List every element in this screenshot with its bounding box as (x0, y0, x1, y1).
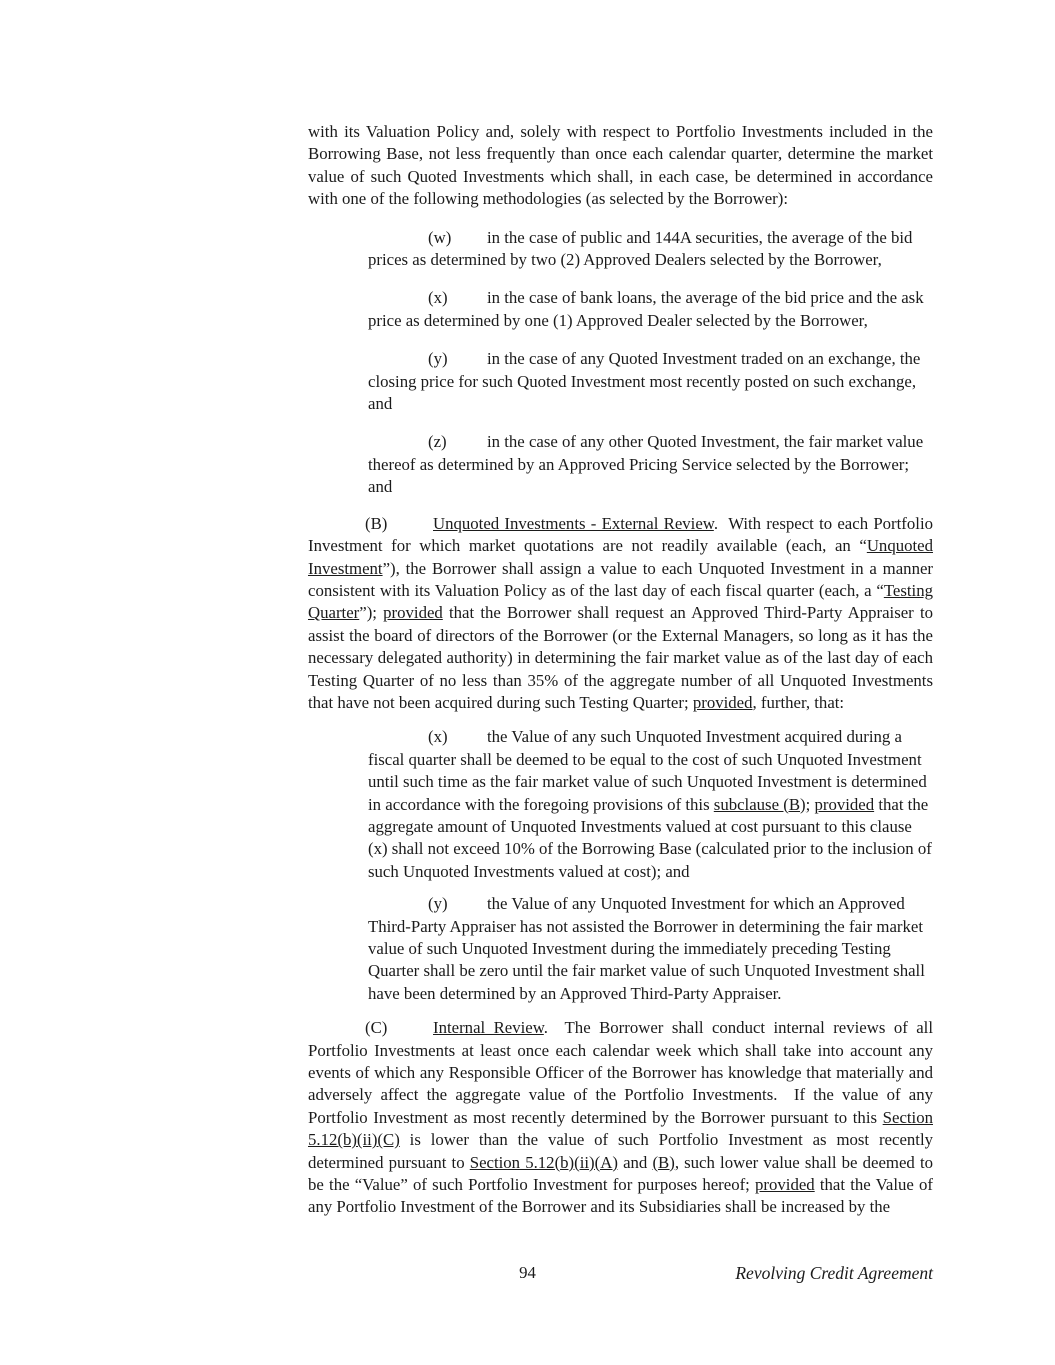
clause-z-text: in the case of any other Quoted Investment, the fair market value thereof as determined by an Approved Pricing Service selected by the Borrower; and (368, 432, 924, 497)
paragraph-c-text: Internal Review. The Borrower shall conduct internal reviews of all Portfolio Investments at least once each calendar week which shall take into account any events of which any Responsible Officer of the Borrower has knowledge that materially and adversely affect the aggregate value of the Portfolio Investments. If the value of any Portfolio Investment as most recently determined by the Borrower pursuant to this Section 5.12(b)(ii)(C) is lower than the value of such Portfolio Investment as most recently determined pursuant to Section 5.12(b)(ii)(A) and (B), such lower value shall be deemed to be the “Value” of such Portfolio Investment for purposes hereof; provided that the Value of any Portfolio Investment of the Borrower and its Subsidiaries shall be increased by the (308, 1018, 934, 1217)
document-body (308, 121, 933, 1219)
paragraph-c-internal-review (308, 1017, 933, 1219)
paragraph-b-unquoted-investments (308, 513, 933, 715)
paragraph-intro (308, 121, 933, 211)
clause-y (368, 348, 933, 415)
clause-z (368, 431, 933, 498)
paragraph-intro-text: with its Valuation Policy and, solely with respect to Portfolio Investments included in the Borrowing Base, not less frequently than once each calendar quarter, determine the market value of such Quoted Investments which shall, in each case, be determined in accordance with one of the following methodologies (as selected by the Borrower): (308, 122, 933, 209)
clause-w-text: in the case of public and 144A securities, the average of the bid prices as determined by two (2) Approved Dealers selected by the Borrower, (368, 227, 913, 270)
subclause-b-x-label: (x) (428, 727, 448, 747)
footer-document-title: Revolving Credit Agreement (735, 1263, 933, 1283)
paragraph-c-label: (C) (365, 1018, 388, 1038)
page-footer (0, 1262, 1055, 1288)
page-number: 94 (519, 1263, 536, 1282)
clause-w-label: (w) (428, 227, 452, 247)
clause-x (368, 287, 933, 332)
paragraph-b-text: Unquoted Investments - External Review. With respect to each Portfolio Investment for which market quotations are not readily available (each, an “Unquoted Investment”), the Borrower shall assign a value to each Unquoted Investment in a manner consistent with its Valuation Policy as of the last day of each fiscal quarter (each, a “Testing Quarter”); provided that the Borrower shall request an Approved Third-Party Appraiser to assist the board of directors of the Borrower (or the External Managers, so long as it has the necessary delegated authority) in determining the fair market value as of the last day of each Testing Quarter of no less than 35% of the aggregate number of all Unquoted Investments that have not been acquired during such Testing Quarter; provided, further, that: (308, 513, 933, 712)
clause-y-label: (y) (428, 349, 448, 369)
clause-z-label: (z) (428, 432, 447, 452)
paragraph-b-label: (B) (365, 513, 388, 533)
subclause-b-x (368, 726, 933, 883)
subclause-b-y-text: the Value of any Unquoted Investment for which an Approved Third-Party Appraiser has not assisted the Borrower in determining the fair market value of such Unquoted Investment during the immediately preceding Testing Quarter shall be zero until the fair market value of such Unquoted Investment shall have been determined by an Approved Third-Party Appraiser. (368, 894, 925, 1003)
subclause-b-y-label: (y) (428, 894, 448, 914)
clause-x-label: (x) (428, 288, 448, 308)
subclause-b-x-text: the Value of any such Unquoted Investment acquired during a fiscal quarter shall be deemed to be equal to the cost of such Unquoted Investment until such time as the fair market value of such Unquoted Investment is determined in accordance with the foregoing provisions of this subclause (B); provided that the aggregate amount of Unquoted Investments valued at cost pursuant to this clause (x) shall not exceed 10% of the Borrowing Base (calculated prior to the inclusion of such Unquoted Investments valued at cost); and (368, 727, 932, 881)
clause-y-text: in the case of any Quoted Investment traded on an exchange, the closing price for such Quoted Investment most recently posted on such exchange, and (368, 349, 921, 414)
subclause-b-y (368, 893, 933, 1005)
clause-x-text: in the case of bank loans, the average of the bid price and the ask price as determined by one (1) Approved Dealer selected by the Borrower, (368, 288, 924, 330)
clause-w (368, 227, 933, 272)
